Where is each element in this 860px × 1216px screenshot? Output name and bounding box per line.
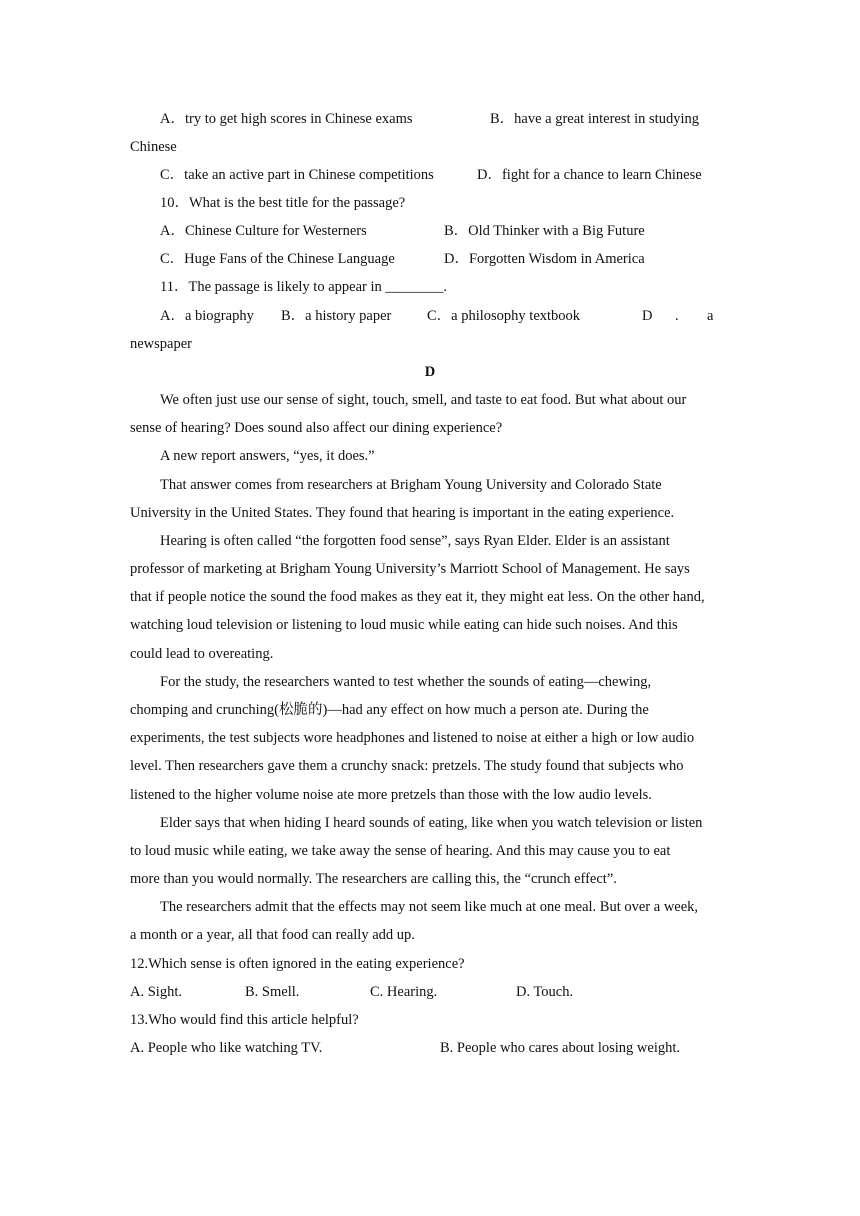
section-title: D <box>424 364 436 380</box>
q10-option-b: B．Old Thinker with a Big Future <box>444 223 645 239</box>
q9-option-d: D．fight for a chance to learn Chinese <box>477 167 702 183</box>
q11-stem: 11．The passage is likely to appear in ________. <box>160 279 447 295</box>
q10-option-a: A．Chinese Culture for Westerners <box>160 223 367 239</box>
q12-option-b: B. Smell. <box>245 984 300 1000</box>
q12-option-c: C. Hearing. <box>370 984 438 1000</box>
passage-line: professor of marketing at Brigham Young University’s Marriott School of Management. He says <box>130 561 690 577</box>
passage-line: The researchers admit that the effects may not seem like much at one meal. But over a week, <box>160 899 699 915</box>
q9-option-a: A．try to get high scores in Chinese exams <box>160 111 413 127</box>
q12-option-d: D. Touch. <box>516 984 574 1000</box>
q13-option-b: B. People who cares about losing weight. <box>440 1040 681 1056</box>
passage-line: Elder says that when hiding I heard sounds of eating, like when you watch television or listen <box>160 815 703 831</box>
q13-option-a: A. People who like watching TV. <box>130 1040 323 1056</box>
q9-option-b-wrap: Chinese <box>130 139 177 155</box>
q11-option-d-word: newspaper <box>130 336 193 352</box>
q11-option-c: C．a philosophy textbook <box>427 308 581 324</box>
q10-option-d: D．Forgotten Wisdom in America <box>444 251 645 267</box>
passage-line: chomping and crunching(松脆的)—had any effect on how much a person ate. During the <box>130 702 649 718</box>
passage-line: listened to the higher volume noise ate more pretzels than those with the low audio levels. <box>130 787 652 803</box>
passage-line: watching loud television or listening to loud music while eating can hide such noises. And this <box>130 617 678 633</box>
q12-stem: 12.Which sense is often ignored in the eating experience? <box>130 956 465 972</box>
passage-line: to loud music while eating, we take away the sense of hearing. And this may cause you to eat <box>130 843 671 859</box>
q12-option-a: A. Sight. <box>130 984 182 1000</box>
passage-line: sense of hearing? Does sound also affect our dining experience? <box>130 420 503 436</box>
q11-option-d-dot: . <box>675 308 679 324</box>
q11-option-a: A．a biography <box>160 308 254 324</box>
q11-option-b: B．a history paper <box>281 308 392 324</box>
q13-stem: 13.Who would find this article helpful? <box>130 1012 359 1028</box>
q11-option-d-article: a <box>707 308 714 324</box>
passage-line: That answer comes from researchers at Brigham Young University and Colorado State <box>160 477 662 493</box>
q10-option-c: C．Huge Fans of the Chinese Language <box>160 251 395 267</box>
passage-line: experiments, the test subjects wore headphones and listened to noise at either a high or low audio <box>130 730 695 746</box>
q10-stem: 10．What is the best title for the passage? <box>160 195 406 211</box>
passage-line: could lead to overeating. <box>130 646 274 662</box>
q11-option-d-letter: D <box>642 308 653 324</box>
passage-line: a month or a year, all that food can really add up. <box>130 927 415 943</box>
q9-option-c: C．take an active part in Chinese competitions <box>160 167 434 183</box>
passage-line: that if people notice the sound the food makes as they eat it, they might eat less. On the other hand, <box>130 589 705 605</box>
passage-line: level. Then researchers gave them a crunchy snack: pretzels. The study found that subjects who <box>130 758 684 774</box>
passage-line: University in the United States. They found that hearing is important in the eating experience. <box>130 505 675 521</box>
passage-line: A new report answers, “yes, it does.” <box>160 448 375 464</box>
passage-line: Hearing is often called “the forgotten food sense”, says Ryan Elder. Elder is an assistant <box>160 533 670 549</box>
q9-option-b: B．have a great interest in studying <box>490 111 699 127</box>
passage-line: For the study, the researchers wanted to test whether the sounds of eating—chewing, <box>160 674 652 690</box>
passage-line: We often just use our sense of sight, touch, smell, and taste to eat food. But what about our <box>160 392 687 408</box>
passage-line: more than you would normally. The researchers are calling this, the “crunch effect”. <box>130 871 617 887</box>
